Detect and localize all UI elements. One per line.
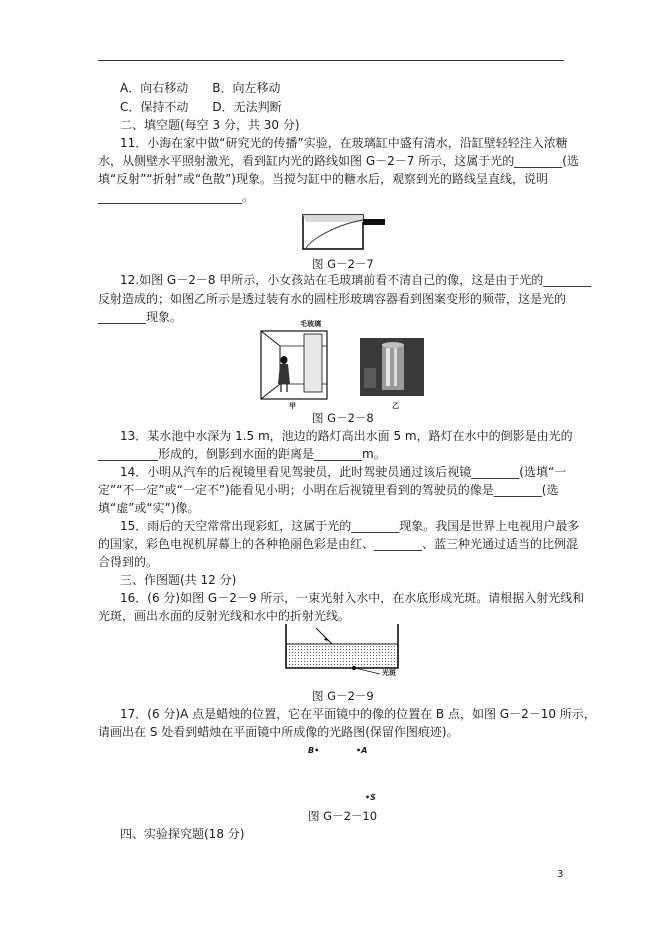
question-13-line-1: 13．某水池中水深为 1.5 m，池边的路灯高出水面 5 m，路灯在水中的倒影是由光的 <box>120 429 573 443</box>
figure-g-2-8-yi <box>360 338 424 396</box>
label-frosted-glass: 毛玻璃 <box>300 320 321 328</box>
question-11-line-3: 填“反射”“折射”或“色散”)现象。当搅匀缸中的糖水后，观察到光的路线呈直线，说明 <box>98 172 548 186</box>
section-heading-experiment: 四、实验探究题(18 分) <box>120 827 245 841</box>
question-11-line-4: ________________________。 <box>98 190 255 204</box>
caption-g-2-9: 图 G－2－9 <box>312 689 374 703</box>
header-rule <box>98 60 564 61</box>
section-heading-drawing: 三、作图题(共 12 分) <box>120 573 237 587</box>
question-12-line-2: 反射造成的；如图乙所示是透过装有水的圆柱形玻璃容器看到图案变形的频带，这是光的 <box>98 292 567 306</box>
question-12-line-1: 12.如图 G－2－8 甲所示，小女孩站在毛玻璃前看不清自己的像，这是由于光的________ <box>120 273 592 287</box>
option-line-ab: A．向右移动 B．向左移动 <box>120 81 281 95</box>
question-14-line-3: 填“虚”或“实”)像。 <box>98 501 200 515</box>
point-s: •S <box>365 793 376 802</box>
figure-g-2-8-jia <box>260 330 330 402</box>
question-15-line-2: 的国家，彩色电视机屏幕上的各种艳丽色彩是由红、________、蓝三种光通过适当的比例混 <box>98 537 579 551</box>
question-12-line-3: ________现象。 <box>98 310 183 324</box>
question-14-line-1: 14．小明从汽车的后视镜里看见驾驶员，此时驾驶员通过该后视镜________(选填“一 <box>120 465 567 479</box>
point-a: •A <box>356 746 368 755</box>
question-17-line-2: 请画出在 S 处看到蜡烛在平面镜中所成像的光路图(保留作图痕迹)。 <box>98 725 459 739</box>
page-number: 3 <box>557 869 564 880</box>
question-11-line-1: 11．小海在家中做“研究光的传播”实验，在玻璃缸中盛有清水，沿缸壁轻轻注入浓糖 <box>120 136 568 150</box>
question-11-line-2: 水，从侧壁水平照射激光，看到缸内光的路线如图 G－2－7 所示，这属于光的________(选 <box>98 154 579 168</box>
label-jia: 甲 <box>289 402 296 410</box>
option-line-cd: C．保持不动 D．无法判断 <box>120 100 282 114</box>
question-15-line-1: 15．雨后的天空常常出现彩虹，这属于光的________现象。我国是世界上电视用户最多 <box>120 519 580 533</box>
question-13-line-2: __________形成的，倒影到水面的距离是________m。 <box>98 447 386 461</box>
label-yi: 乙 <box>392 402 399 410</box>
caption-g-2-7: 图 G－2－7 <box>312 257 374 271</box>
question-16-line-1: 16．(6 分)如图 G－2－9 所示，一束光射入水中，在水底形成光斑。请根据入射光线和 <box>120 591 585 605</box>
question-14-line-2: 定”“不一定”或“一定不”)能看见小明；小明在后视镜里看到的驾驶员的像是________(选 <box>98 483 559 497</box>
question-16-line-2: 光斑，画出水面的反射光线和水中的折射光线。 <box>98 609 351 623</box>
question-15-line-3: 合得到的。 <box>98 555 159 569</box>
section-heading-fill: 二、填空题(每空 3 分，共 30 分) <box>120 118 300 132</box>
point-b: B• <box>308 746 320 755</box>
label-light-spot: 光斑 <box>382 669 396 677</box>
caption-g-2-8: 图 G－2－8 <box>312 411 374 425</box>
caption-g-2-10: 图 G－2－10 <box>308 809 378 823</box>
question-17-line-1: 17．(6 分)A 点是蜡烛的位置，它在平面镜中的像的位置在 B 点，如图 G－2－10 所示， <box>120 707 596 721</box>
figure-g-2-7 <box>300 212 390 252</box>
